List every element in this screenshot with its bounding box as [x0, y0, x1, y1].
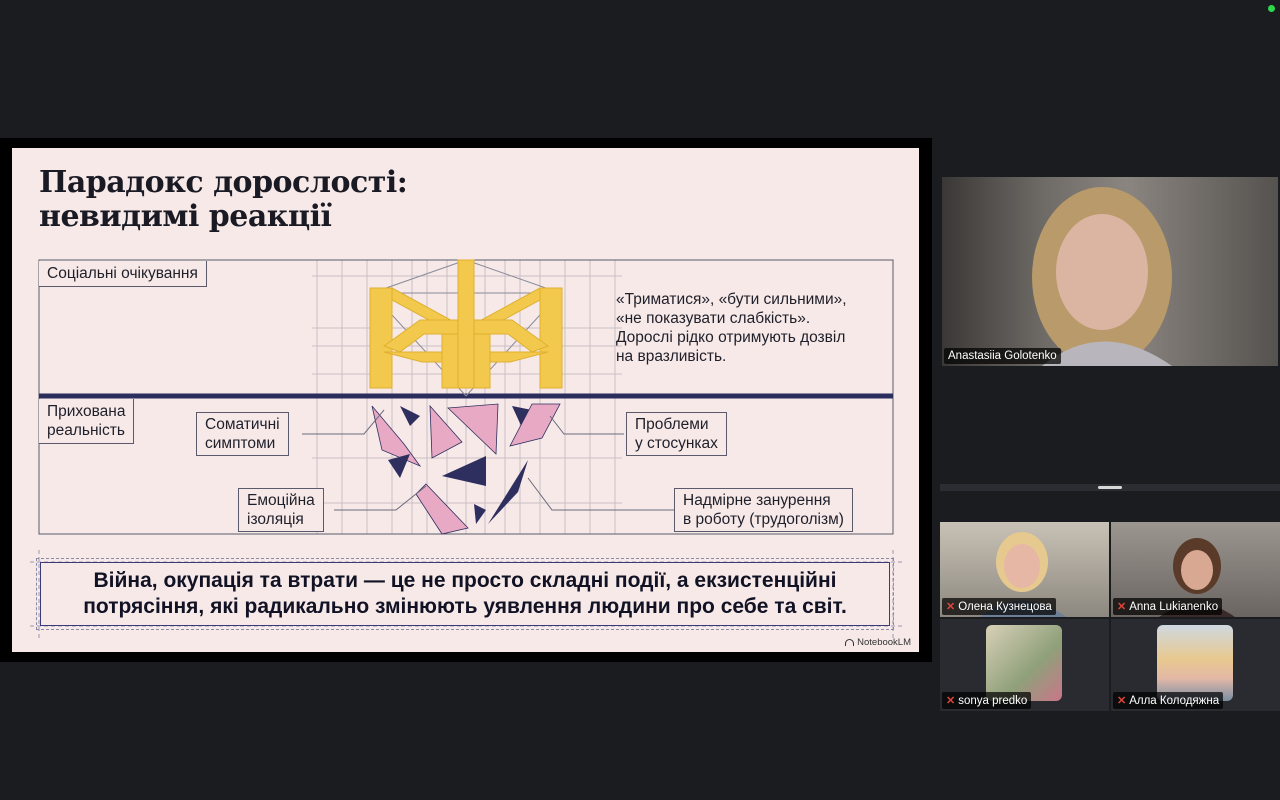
- label-social-expectations: Соціальні очікування: [39, 261, 207, 287]
- conclusion-text: Війна, окупація та втрати — це не просто складні події, а екзистенційні потрясіння, які радикально змінюють уявлення людини про себе та світ.: [83, 569, 847, 618]
- mic-off-icon: ✕: [946, 601, 956, 613]
- participant-name-label: ✕ Anna Lukianenko: [1113, 598, 1222, 615]
- label-workaholism: Надмірне занурення в роботу (трудоголізм): [674, 488, 853, 532]
- speaker-video: [942, 177, 1278, 366]
- speaker-video-tile[interactable]: [942, 177, 1278, 366]
- participant-tile[interactable]: [940, 522, 1109, 617]
- label-emotional-isolation: Емоційна ізоляція: [238, 488, 324, 532]
- participant-name-label: ✕ sonya predko: [942, 692, 1031, 709]
- mic-off-icon: ✕: [946, 695, 956, 707]
- mask-shape: [370, 260, 562, 388]
- participant-name-label: ✕ Алла Колодяжна: [1113, 692, 1223, 709]
- recording-indicator: [1268, 5, 1275, 12]
- mic-off-icon: ✕: [1117, 695, 1127, 707]
- notebooklm-logo-icon: [845, 639, 854, 646]
- screen-share: [0, 138, 932, 662]
- participant-tile[interactable]: [1111, 522, 1280, 617]
- brand-mark: [845, 637, 911, 648]
- participant-tile[interactable]: [940, 619, 1109, 711]
- resize-handle[interactable]: [1098, 486, 1122, 489]
- participant-name-label: ✕ Олена Кузнецова: [942, 598, 1056, 615]
- quote-text: «Триматися», «бути сильними», «не показувати слабкість». Дорослі рідко отримують дозвіл на вразливість.: [616, 291, 847, 365]
- gallery-resize-bar[interactable]: [940, 484, 1280, 491]
- conclusion-box: [40, 562, 890, 626]
- label-hidden-reality: Прихована реальність: [39, 399, 134, 444]
- mic-off-icon: ✕: [1117, 601, 1127, 613]
- slide-title: Парадокс дорослості: невидимі реакції: [39, 165, 408, 234]
- participant-avatar: [1157, 625, 1233, 701]
- participant-avatar: [986, 625, 1062, 701]
- speaker-name-label: Anastasiia Golotenko: [944, 348, 1061, 364]
- brand-label: NotebookLM: [857, 637, 911, 648]
- presentation-slide: [12, 148, 919, 652]
- participant-tile[interactable]: [1111, 619, 1280, 711]
- label-relationship-problems: Проблеми у стосунках: [626, 412, 727, 456]
- label-somatic-symptoms: Соматичні симптоми: [196, 412, 289, 456]
